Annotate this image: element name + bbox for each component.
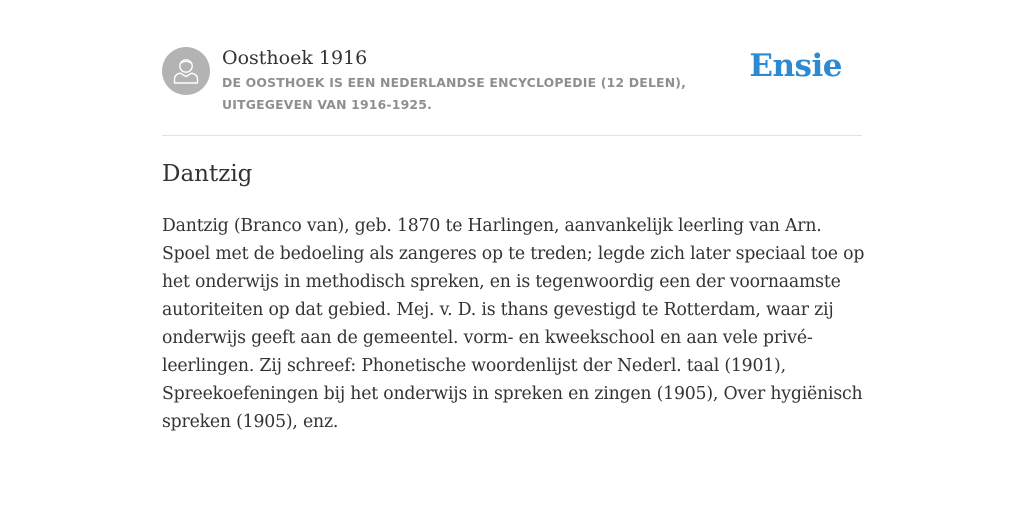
header-divider xyxy=(162,135,862,136)
article-title: Dantzig xyxy=(162,161,253,187)
user-silhouette-icon xyxy=(162,47,210,95)
avatar[interactable] xyxy=(162,47,210,95)
source-description: DE OOSTHOEK IS EEN NEDERLANDSE ENCYCLOPEDIE (12 DELEN), UITGEGEVEN VAN 1916-1925. xyxy=(222,75,687,112)
article-body: Dantzig (Branco van), geb. 1870 te Harlingen, aanvankelijk leerling van Arn. Spoel met de bedoeling als zangeres op te treden; legde zich later speciaal toe op het onderwijs in methodisch spreken, en is tegenwoordig een der voornaamste autoriteiten op dat gebied. Mej. v. D. is thans gevestigd te Rotterdam, waar zij onderwijs geeft aan de gemeentel. vorm- en kweekschool en aan vele privé-leerlingen. Zij schreef: Phonetische woordenlijst der Nederl. taal (1901), Spreekoefeningen bij het onderwijs in spreken en zingen (1905), Over hygiënisch spreken (1905), enz. xyxy=(162,216,865,432)
source-name[interactable]: Oosthoek 1916 xyxy=(222,47,368,69)
source-header xyxy=(162,45,862,119)
brand-logo[interactable]: Ensie xyxy=(749,48,842,84)
source-info xyxy=(222,45,762,116)
